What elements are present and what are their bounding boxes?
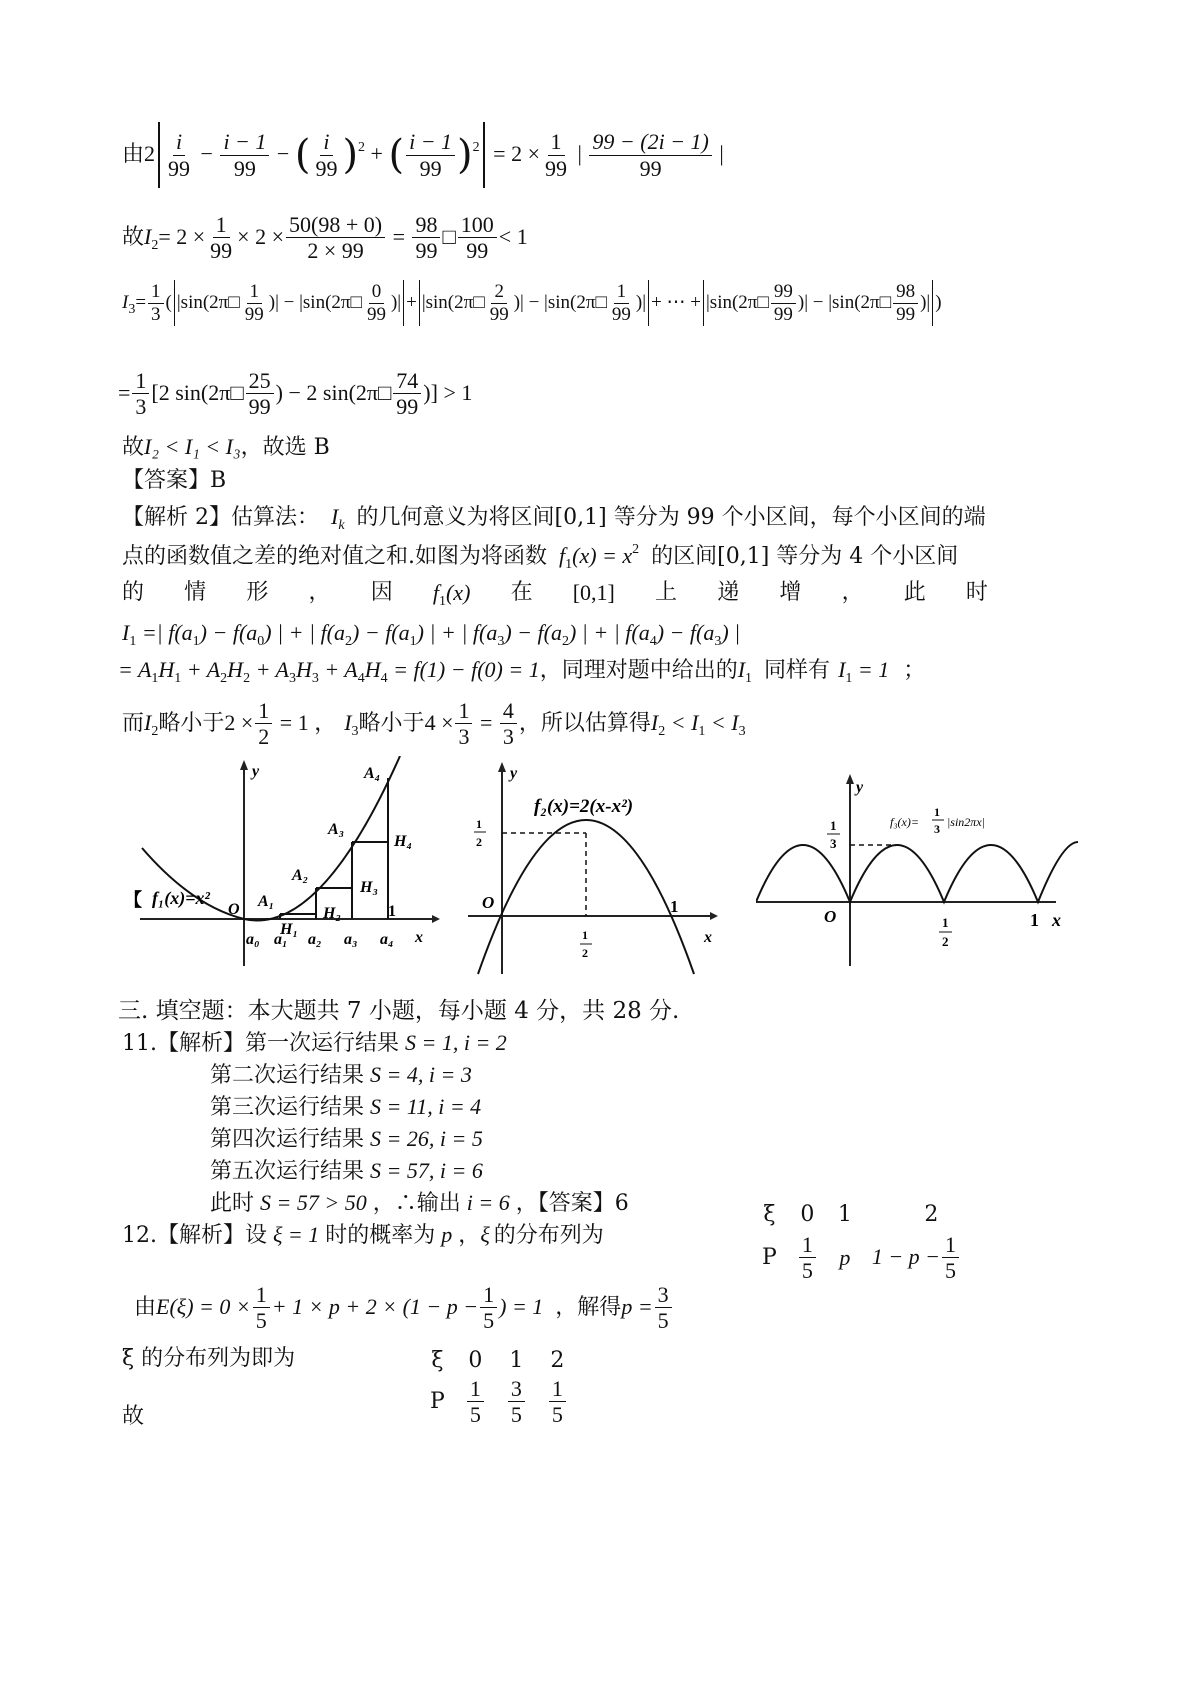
q11-run-2 — [210, 1062, 472, 1089]
frac-num: 1 — [148, 281, 164, 304]
text: 的 — [122, 580, 145, 605]
frac-den: 99 — [773, 303, 793, 325]
subscript: 2 — [151, 237, 159, 253]
text: 第二次运行结果 — [210, 1063, 365, 1088]
q11-head — [122, 1030, 507, 1057]
fig2-half-num: 1 — [476, 817, 482, 831]
fig1-h2: H₂ — [323, 905, 342, 922]
xi-val: 2 — [550, 1347, 565, 1373]
frac-num: 1 — [480, 1282, 497, 1308]
frac-den: 5 — [945, 1258, 957, 1284]
frac-den: 99 — [210, 238, 233, 264]
fig1-h4: H₄ — [394, 833, 413, 850]
fig3-label-den: 3 — [934, 822, 940, 836]
frac-num: 98 — [893, 281, 918, 304]
fig3-x: x — [1052, 910, 1061, 930]
text: 的分布列为 — [493, 1223, 604, 1248]
text: ， — [458, 1223, 481, 1248]
value: S = 26, i = 5 — [370, 1126, 483, 1151]
text: 情 — [184, 580, 207, 605]
frac-num: 1 — [467, 1376, 484, 1402]
text: 【解析 2】估算法： — [122, 505, 319, 530]
fig1-h1: H₁ — [280, 921, 299, 938]
q12-eq — [134, 1282, 674, 1334]
frac-num: 1 — [132, 368, 149, 394]
figure-parabola-down — [468, 756, 728, 976]
text: 的几何意义为将区间[0,1] 等分为 99 个小区间，每个小区间的端 — [356, 505, 986, 530]
text: 略小于 — [358, 710, 425, 736]
fig3-y: y — [856, 779, 864, 796]
fig2-label: f₂(x)=2(x-x²) — [534, 796, 634, 817]
prefix-text: 由 — [122, 142, 145, 167]
text: 增 — [779, 580, 802, 605]
text: 11.【解析】第一次运行结果 — [122, 1031, 399, 1056]
frac-den: 99 — [419, 155, 442, 181]
expr: [2 sin(2π — [151, 379, 231, 405]
frac-den: 3 — [151, 303, 161, 325]
fig1-a0: a₀ — [246, 931, 260, 948]
ineq-tail: < 1 — [498, 223, 528, 249]
frac-den: 99 — [489, 303, 509, 325]
frac-den: 2 × 99 — [307, 238, 364, 264]
frac-num: i — [173, 129, 185, 155]
frac-num: i − 1 — [220, 129, 269, 155]
conclusion-line — [122, 434, 330, 461]
frac-den: 99 — [611, 303, 631, 325]
fig1-ta3: a₃ — [344, 931, 358, 948]
fig1-a4: A₄ — [364, 765, 381, 782]
frac-num: 74 — [393, 368, 421, 394]
var-i: I — [122, 292, 129, 313]
frac-den: 5 — [469, 1402, 481, 1428]
text: 第四次运行结果 — [210, 1127, 365, 1152]
frac-num: 3 — [655, 1282, 672, 1308]
text: 12.【解析】设 — [122, 1223, 267, 1248]
figure-abs-sine — [756, 770, 1086, 970]
frac-num: 25 — [246, 368, 274, 394]
para-line-3: 的 情 形 ， 因 $f_1(x)$ 在 [0,1] 上 递 增 ， 此 时 — [122, 580, 988, 609]
xi-header: ξ — [763, 1201, 776, 1227]
frac-den: 5 — [551, 1402, 563, 1428]
fig1-o: O — [228, 901, 240, 918]
eq-line-4: = $\frac{1}{3}$ [2 sin(2π□ $\frac{25}{99}$ ) − 2 sin(2π□ $\frac{74}{99}$ )] > 1 — [118, 368, 473, 420]
fig2-x: x — [704, 929, 712, 946]
p-header: P — [430, 1389, 445, 1415]
frac-den: 5 — [657, 1308, 669, 1334]
text: 时的概率为 — [325, 1223, 436, 1248]
frac-num: 1 — [213, 212, 230, 238]
answer-1: 【答案】B — [122, 468, 227, 493]
xi-header: ξ — [431, 1347, 444, 1373]
frac-den: 99 — [244, 303, 264, 325]
frac-den: 99 — [248, 394, 271, 420]
para-line-4: $I_1$ =| $f(a_1) - f(a_0)$ | + | $f(a_2) - f(a_1)$ | + | $f(a_3) - f(a_2)$ | + | $f(a_4) - f(a_3)$ | — [122, 620, 741, 649]
text: 由 — [134, 1294, 157, 1320]
op: = — [135, 292, 147, 313]
frac-den: 5 — [483, 1308, 495, 1334]
frac-num: 1 — [799, 1232, 816, 1258]
fig3-o: O — [824, 907, 837, 926]
fig1-ta1: a₁ — [274, 931, 288, 948]
text: 时 — [965, 580, 988, 605]
text: 在 — [510, 580, 533, 605]
fig2-xhalf-num: 1 — [582, 928, 588, 942]
frac-num: 99 — [771, 281, 796, 304]
value: S = 11, i = 4 — [370, 1094, 482, 1119]
frac-den: 3 — [502, 724, 514, 750]
frac-den: 5 — [801, 1258, 813, 1284]
frac-num: 99 − (2i − 1) — [589, 129, 711, 155]
fig1-ta4: a₄ — [380, 931, 394, 948]
text: 上 — [655, 580, 678, 605]
frac-den: 5 — [510, 1402, 522, 1428]
text: 第五次运行结果 — [210, 1159, 365, 1184]
frac-num: 100 — [458, 212, 497, 238]
text: ， — [308, 580, 331, 605]
expr: p = — [621, 1293, 653, 1319]
p-header: P — [762, 1245, 777, 1271]
frac-num: 4 — [500, 698, 517, 724]
figure-parabola — [120, 756, 440, 976]
frac-den: 99 — [315, 155, 338, 181]
exponent: 2 — [472, 140, 480, 155]
para-line-2: 点的函数值之差的绝对值之和.如图为将函数 $f_1(x) = x^2$ 的区间[0,1] 等分为 4 个小区间 — [122, 542, 959, 572]
text: 因 — [370, 580, 393, 605]
text: ，故选 B — [240, 435, 330, 460]
text: 的区间[0,1] 等分为 4 个小区间 — [651, 544, 959, 569]
expr: + 1 × p + 2 × (1 − p − — [271, 1293, 479, 1319]
q11-run-5 — [210, 1158, 483, 1185]
frac-num: 1 — [549, 1376, 566, 1402]
fig2-xhalf-den: 2 — [582, 946, 588, 960]
frac-den: 99 — [466, 238, 489, 264]
value: S = 1, i = 2 — [405, 1030, 507, 1055]
frac-den: 99 — [233, 155, 256, 181]
section-3-heading: 三. 填空题：本大题共 7 小题，每小题 4 分，共 28 分. — [118, 998, 680, 1024]
p-val: 1 − p − — [871, 1243, 941, 1269]
q11-run-4 — [210, 1126, 483, 1153]
exponent: 2 — [358, 140, 366, 155]
para-line-6: 而$I_2$略小于2 × $\frac{1}{2}$ = 1 ， $I_3$略小于4 × $\frac{1}{3}$ = $\frac{4}{3}$ ，所以估算得$I_2 < I_1 < I_3$ — [122, 698, 746, 750]
ineq: I₂ < I₁ < I₃ — [144, 434, 241, 459]
frac-den: 3 — [458, 724, 470, 750]
frac-num: i — [320, 129, 332, 155]
fig3-label-num: 1 — [934, 805, 940, 819]
q12-dist-text: ξ 的分布列为即为 — [122, 1346, 296, 1371]
xi-val: 2 — [924, 1201, 939, 1227]
subscript: 3 — [128, 302, 136, 317]
text: 此 — [903, 580, 926, 605]
expr: E(ξ) = 0 × — [156, 1293, 251, 1319]
xi-val: 0 — [468, 1347, 483, 1373]
frac-num: i − 1 — [406, 129, 455, 155]
fig1-a2: A₂ — [292, 867, 309, 884]
text: 递 — [717, 580, 740, 605]
fig2-one: 1 — [670, 897, 679, 916]
fig3-half-den: 2 — [942, 934, 949, 949]
value: ξ — [480, 1222, 490, 1247]
op: = 2 × — [158, 223, 206, 249]
frac-num: 1 — [455, 698, 472, 724]
frac-num: 2 — [491, 281, 507, 304]
q11-run-3 — [210, 1094, 481, 1121]
frac-num: 1 — [253, 1282, 270, 1308]
fig3-third-num: 1 — [830, 818, 837, 833]
text: ， — [314, 710, 337, 736]
fig1-label: f₁(x)=x² — [152, 888, 210, 908]
text: 略小于 — [158, 710, 225, 736]
op: = — [118, 379, 131, 405]
fig1-a3: A₃ — [328, 821, 345, 838]
fig3-one: 1 — [1030, 910, 1039, 930]
frac-den: 3 — [135, 394, 147, 420]
fig2-o: O — [482, 893, 495, 912]
text: ，解得 — [555, 1294, 622, 1320]
frac-num: 1 — [548, 129, 565, 155]
para-line-1: 【解析 2】估算法： $I_k$ 的几何意义为将区间[0,1] 等分为 99 个小区间，每个小区间的端 — [122, 504, 986, 533]
frac-num: 1 — [255, 698, 272, 724]
frac-num: 0 — [369, 281, 385, 304]
frac-num: 1 — [942, 1232, 959, 1258]
xi-val: 1 — [837, 1201, 852, 1227]
p-val: p — [839, 1244, 851, 1270]
eq-line-2: 故$I_2= 2$ × $\frac{1}{99}$ × 2 × $\frac{50(98 + 0)}{2 \times 99}$ = $\frac{98}{99}$ □ $\frac{100}{99}$ < 1 — [122, 212, 528, 264]
text: ，同理对题中给出的 — [539, 658, 738, 683]
fig1-h3: H₃ — [360, 879, 379, 896]
fig3-half-num: 1 — [942, 915, 949, 930]
xi-val: 1 — [509, 1347, 524, 1373]
fig1-y: y — [252, 763, 260, 780]
expr: ) = 1 — [499, 1293, 544, 1319]
value: S = 57, i = 6 — [370, 1158, 483, 1183]
var-i: I — [144, 223, 152, 249]
expr: )] > 1 — [423, 379, 473, 405]
frac-den: 99 — [396, 394, 419, 420]
prefix-text: 故 — [122, 224, 145, 250]
fig1-bracket: 【 — [124, 890, 142, 910]
expr: ) − 2 sin(2π — [275, 379, 378, 405]
value: i = 6 — [466, 1190, 510, 1215]
text: 第三次运行结果 — [210, 1095, 365, 1120]
xi-val: 0 — [800, 1201, 815, 1227]
fig1-a1: A₁ — [258, 893, 275, 910]
dist-table-2 — [420, 1344, 578, 1428]
frac-num: 98 — [412, 212, 440, 238]
value: S = 4, i = 3 — [370, 1062, 472, 1087]
dist-table-1 — [752, 1196, 971, 1284]
op: × 2 × — [237, 223, 284, 249]
fig2-y: y — [510, 765, 518, 782]
eq-line-3: $I_3=$ $\frac{1}{3}$ ( |sin(2π□ $\frac{1}{99}$ )| − |sin(2π□ $\frac{0}{99}$ )| + |sin(2π□ $\frac{2}{99}$ )| − |sin(2π□ $\frac{1}{99}$ )| + ⋯ + |sin(2π□ $\frac{99}{99}$ )| − |sin(2π□ $\frac{98}{99}$ )| ) — [122, 280, 942, 325]
frac-num: 50(98 + 0) — [286, 212, 385, 238]
text: 同样有 — [764, 658, 831, 683]
frac-den: 5 — [255, 1308, 267, 1334]
fig3-label: f₃(x)= — [890, 815, 919, 829]
fig2-half-den: 2 — [476, 835, 482, 849]
fig3-label2: |sin2πx| — [947, 815, 985, 829]
rhs-coef: 2 × — [511, 141, 540, 166]
text: 形 — [246, 580, 269, 605]
value: S = 57 > 50 — [260, 1190, 367, 1215]
frac-num: 1 — [614, 281, 630, 304]
text: ， — [841, 580, 864, 605]
text: ，∴输出 — [372, 1191, 461, 1216]
text: 故 — [122, 435, 145, 460]
frac-num: 3 — [508, 1376, 525, 1402]
frac-den: 99 — [168, 155, 191, 181]
text: 而 — [122, 710, 145, 736]
fig1-ta2: a₂ — [308, 931, 322, 948]
frac-den: 99 — [896, 303, 916, 325]
value: ξ = 1 — [273, 1222, 320, 1247]
frac-den: 99 — [366, 303, 386, 325]
text: [0,1] — [572, 580, 615, 605]
frac-num: 1 — [247, 281, 263, 304]
text: 此时 — [210, 1191, 255, 1216]
frac-den: 99 — [639, 155, 662, 181]
para-line-5: = $A_1H_1 + A_2H_2 + A_3H_3 + A_4H_4 = f(1) - f(0) = 1$，同理对题中给出的$I_1$ 同样有 $I_1 = 1$ ； — [118, 657, 926, 686]
text: 点的函数值之差的绝对值之和.如图为将函数 — [122, 544, 547, 569]
frac-den: 99 — [415, 238, 438, 264]
q12-head — [122, 1222, 604, 1249]
value: p — [441, 1222, 453, 1247]
eq-line-1: 由2 $\frac{i}{99}$ − $\frac{i - 1}{99}$ − ( $\frac{i}{99}$ )$^2$ + ( $\frac{i - 1}{99}$ )$^2$ = 2 × $\frac{1}{99}$ | $\frac{99 - (2i - 1)}{99}$ | — [122, 122, 724, 188]
frac-den: 2 — [258, 724, 270, 750]
q12-gu: 故 — [122, 1404, 145, 1429]
text: ，【答案】6 — [515, 1191, 629, 1216]
fig1-x: x — [415, 929, 423, 946]
fig3-third-den: 3 — [830, 836, 837, 851]
q11-end — [210, 1190, 629, 1217]
text: ，所以估算得 — [518, 710, 651, 736]
fig1-one: 1 — [388, 903, 396, 920]
frac-den: 99 — [545, 155, 567, 181]
